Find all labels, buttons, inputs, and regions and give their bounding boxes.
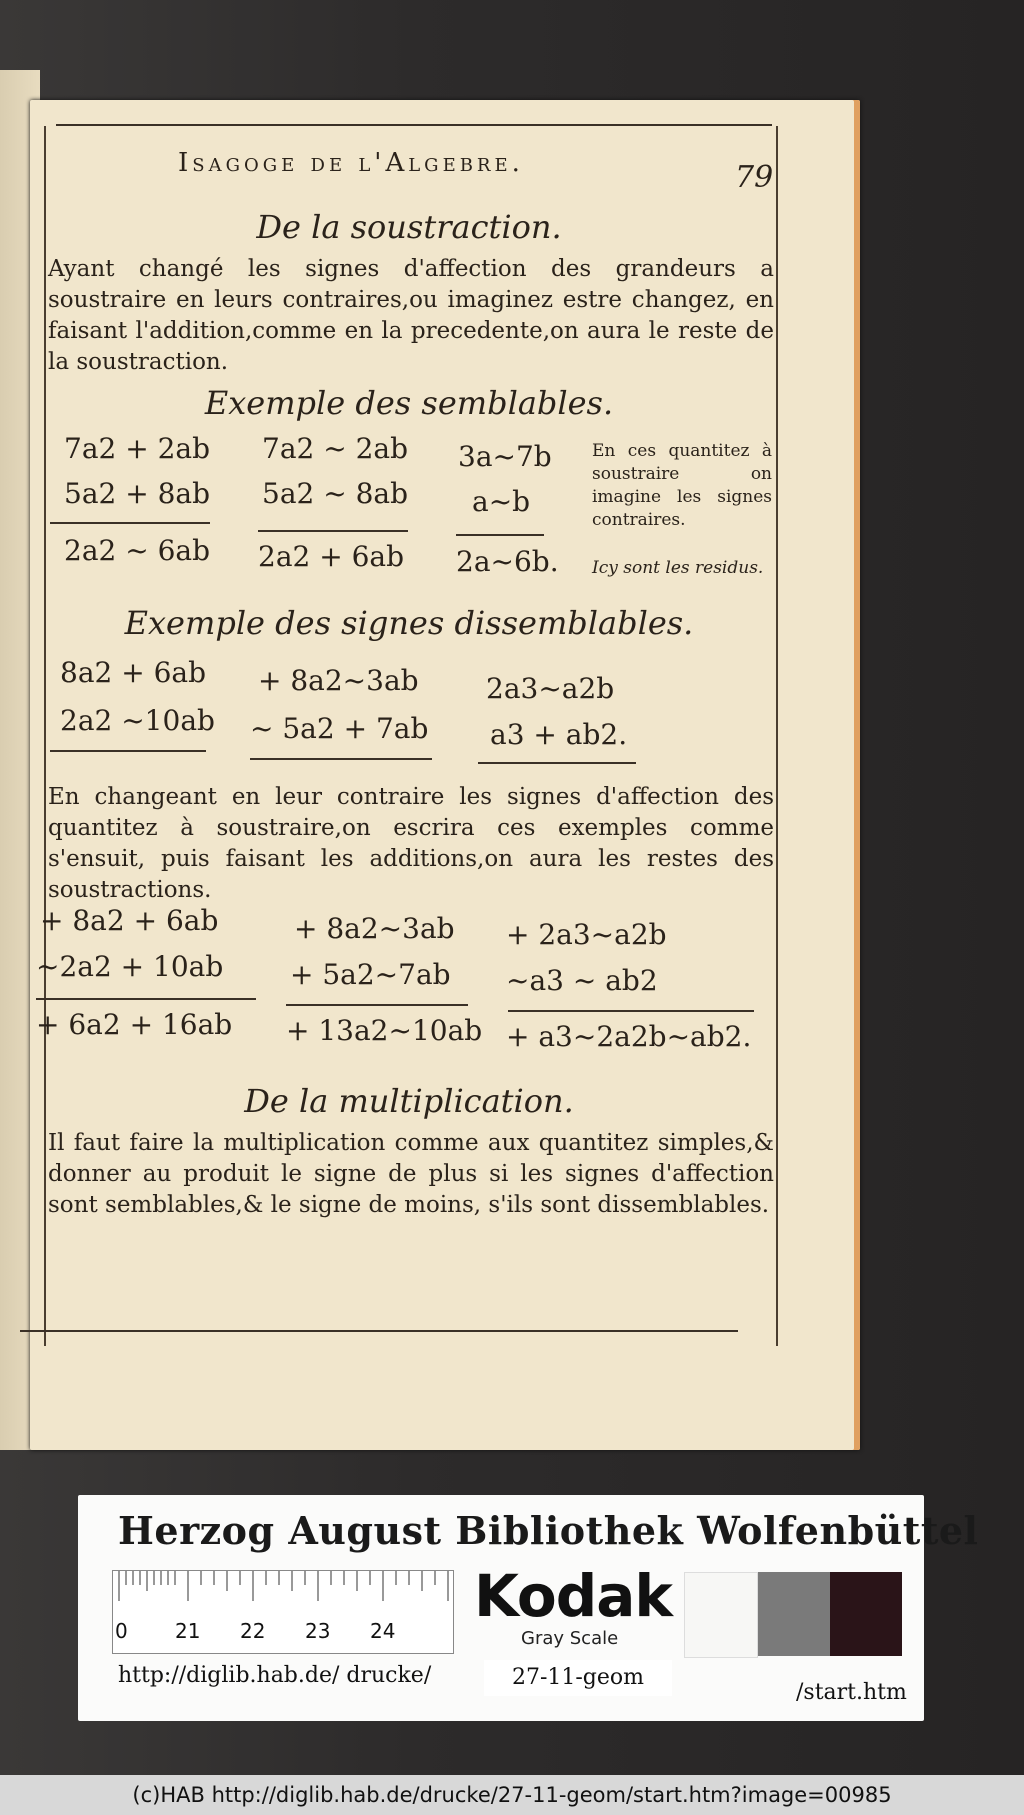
example3-c-rule <box>508 1010 754 1012</box>
page-number: 79 <box>735 160 774 195</box>
ruler-number-23: 23 <box>305 1619 331 1643</box>
example2-b-top: + 8a2~3ab <box>258 664 419 697</box>
gray-patch-mid <box>758 1572 830 1656</box>
example1-b-bottom: 5a2 ~ 8ab <box>262 477 409 510</box>
example1-a-result: 2a2 ~ 6ab <box>64 534 211 567</box>
gray-patch-dark <box>830 1572 902 1656</box>
example3-c-bottom: ~a3 ~ ab2 <box>506 964 658 997</box>
example1-c-result: 2a~6b. <box>456 545 559 578</box>
example1-a-bottom: 5a2 + 8ab <box>64 477 211 510</box>
example2-b-bottom: ~ 5a2 + 7ab <box>250 712 429 745</box>
ruler-scale <box>112 1570 454 1654</box>
ruler-number-0: 0 <box>115 1619 128 1643</box>
credit-footer: (c)HAB http://diglib.hab.de/drucke/27-11-geom/start.htm?image=00985 <box>0 1775 1024 1815</box>
url-right: /start.htm <box>796 1680 907 1705</box>
paragraph-changeant: En changeant en leur contraire les signes d'affection des quantitez à soustraire,on escrira ces exemples comme s'ensuit, puis faisant les additions,on aura les restes des soustractions. <box>48 784 774 903</box>
heading-example-semblables: Exemple des semblables. <box>204 384 614 422</box>
running-title: Isagoge de l'Algebre. <box>178 148 524 178</box>
example3-a-result: + 6a2 + 16ab <box>36 1008 233 1041</box>
example1-a-top: 7a2 + 2ab <box>64 432 211 465</box>
example3-c-result: + a3~2a2b~ab2. <box>506 1020 752 1053</box>
example1-c-bottom: a~b <box>472 485 531 518</box>
ruler-ticks <box>113 1571 453 1607</box>
margin-note-residus: Icy sont les residus. <box>592 558 764 578</box>
example2-a-bottom: 2a2 ~10ab <box>60 704 215 737</box>
example1-b-top: 7a2 ~ 2ab <box>262 432 409 465</box>
kodak-logo: Kodak <box>474 1562 672 1630</box>
url-signature: 27-11-geom <box>484 1660 672 1696</box>
paragraph-soustraction: Ayant changé les signes d'affection des grandeurs a soustraire en leurs contraires,ou imaginez estre changez, en faisant l'addition,comme en la precedente,on aura le reste de la soustraction. <box>48 256 774 375</box>
url-left: http://diglib.hab.de/ drucke/ <box>118 1663 432 1688</box>
example2-a-rule <box>50 750 206 752</box>
section-heading-multiplication: De la multiplication. <box>244 1082 574 1120</box>
top-rule <box>56 124 772 126</box>
example3-b-top: + 8a2~3ab <box>294 912 455 945</box>
example3-b-bottom: + 5a2~7ab <box>290 958 451 991</box>
example1-c-rule <box>456 534 544 536</box>
gray-patch-white <box>684 1572 758 1658</box>
gray-scale-label: Gray Scale <box>521 1628 619 1649</box>
example3-b-result: + 13a2~10ab <box>286 1014 483 1047</box>
example2-c-rule <box>478 762 636 764</box>
example1-b-rule <box>258 530 408 532</box>
example3-a-rule <box>36 998 256 1000</box>
margin-note: En ces quantitez à soustraire on imagine les signes contraires. <box>592 441 772 530</box>
ruler-number-22: 22 <box>240 1619 266 1643</box>
section-heading-soustraction: De la soustraction. <box>256 208 562 246</box>
example3-c-top: + 2a3~a2b <box>506 918 667 951</box>
example2-c-bottom: a3 + ab2. <box>490 718 628 751</box>
ruler-number-21: 21 <box>175 1619 201 1643</box>
paragraph-multiplication: Il faut faire la multiplication comme aux quantitez simples,& donner au produit le signe de plus si les signes d'affection sont semblables,& le signe de moins, s'ils sont dissemblables. <box>48 1130 774 1218</box>
example3-b-rule <box>286 1004 468 1006</box>
example3-a-bottom: ~2a2 + 10ab <box>36 950 224 983</box>
bottom-rule <box>20 1330 738 1332</box>
library-name: Herzog August Bibliothek Wolfenbüttel <box>118 1508 979 1553</box>
example3-a-top: + 8a2 + 6ab <box>40 904 219 937</box>
example2-a-top: 8a2 + 6ab <box>60 656 207 689</box>
example1-b-result: 2a2 + 6ab <box>258 540 405 573</box>
ruler-number-24: 24 <box>370 1619 396 1643</box>
example2-c-top: 2a3~a2b <box>486 672 615 705</box>
heading-example-dissemblables: Exemple des signes dissemblables. <box>124 604 694 642</box>
example1-c-top: 3a~7b <box>458 440 552 473</box>
example2-b-rule <box>250 758 432 760</box>
example1-a-rule <box>50 522 210 524</box>
